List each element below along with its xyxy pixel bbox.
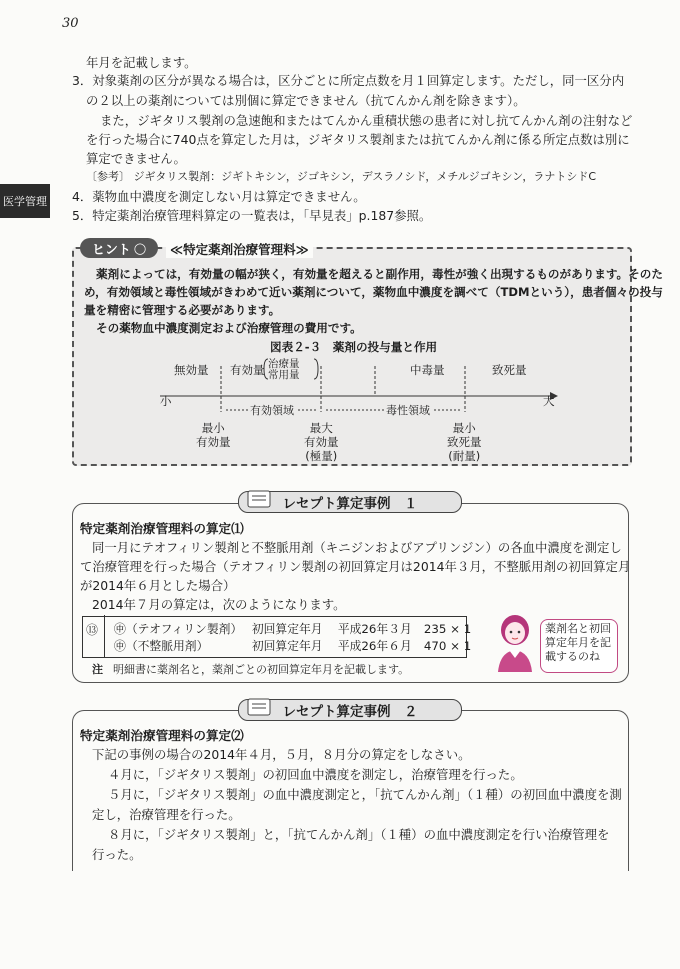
bubble-line: 算定年月を記 [545, 636, 611, 649]
nurse-character-icon [490, 610, 540, 672]
therapeutic-bracket-text [268, 359, 300, 381]
body-line: を行った場合に740点を算定した月は，ジギタリス製剤または抗てんかん剤に係る所定点数は別に [86, 132, 630, 147]
claim-label: 初回算定年月 [251, 639, 323, 653]
label-line: 最小 [201, 421, 225, 435]
label-line: 有効量 [304, 435, 339, 449]
claim-mark: ㊥ [114, 639, 126, 653]
figure-title: 図表２-３ 薬剤の投与量と作用 [270, 340, 438, 354]
claim-mark: ㊥ [114, 622, 126, 636]
case-text: 同一月にテオフィリン製剤と不整脈用剤（キニジンおよびアプリンジン）の各血中濃度を測定し [92, 540, 622, 555]
lightbulb-icon: ◯ [133, 241, 147, 255]
case-text: 下記の事例の場合の2014年４月，５月，８月分の算定をしなさい。 [92, 747, 471, 762]
case-text: ４月に，「ジギタリス製剤」の初回血中濃度を測定し，治療管理を行った。 [108, 767, 523, 782]
label-line: 有効量 [196, 435, 231, 449]
label-min-lethal [447, 421, 482, 463]
claim-drug: （不整脈用剤） [125, 639, 209, 653]
case-text: ５月に，「ジギタリス製剤」の血中濃度測定と，「抗てんかん剤」（１種）の初回血中濃度を測 [108, 787, 622, 802]
label-toxic-range: 毒性領域 [386, 404, 430, 417]
label-therapeutic: 治療量 [268, 358, 300, 370]
hint-label [80, 238, 158, 258]
bubble-line: 薬剤名と初回 [545, 622, 611, 635]
speech-bubble [540, 619, 618, 673]
claim-value: 235 × 1 [423, 622, 472, 636]
hint-label-text: ヒント [91, 242, 131, 258]
side-tab: 医学管理 [0, 184, 50, 218]
body-line: 年月を記載します。 [86, 55, 197, 70]
case-text: 定し，治療管理を行った。 [92, 807, 241, 822]
case-text: 2014年７月の算定は，次のようになります。 [92, 597, 346, 612]
receipt-icon [245, 487, 275, 513]
axis-label-large: 大 [543, 394, 555, 408]
case-header-text: レセプト算定事例 １ [282, 496, 418, 512]
claim-section-mark: ⑬ [86, 623, 99, 637]
claim-date: 平成26年６月 [337, 639, 412, 653]
page-number: 30 [62, 16, 79, 31]
claim-row [114, 637, 471, 654]
label-usual: 常用量 [268, 369, 300, 381]
body-line: 5．特定薬剤治療管理料算定の一覧表は，「早見表」p.187参照。 [72, 208, 432, 223]
label-min-effective [196, 421, 231, 449]
receipt-icon [245, 695, 275, 721]
label-line: (極量) [305, 449, 338, 463]
case-text: ８月に，「ジギタリス製剤」と，「抗てんかん剤」（１種）の血中濃度測定を行い治療管理を [108, 827, 610, 842]
claim-drug: （テオフィリン製剤） [125, 622, 243, 636]
case-header-text: レセプト算定事例 ２ [282, 704, 418, 720]
label-line: 最大 [309, 421, 333, 435]
bracket-right [314, 359, 318, 379]
reference-line: 〔参考〕 ジギタリス製剤：ジギトキシン，ジゴキシン，デスラノシド，メチルジゴキシン，ラナトシドC [86, 170, 597, 183]
case-title-1: 特定薬剤治療管理料の算定⑴ [80, 521, 244, 536]
body-line: 4．薬物血中濃度を測定しない月は算定できません。 [72, 189, 366, 204]
case-text: て治療管理を行った場合（テオフィリン製剤の初回算定月は2014年３月，不整脈用剤の初回算定月 [80, 559, 631, 574]
claim-value: 470 × 1 [423, 639, 472, 653]
body-line: の２以上の薬剤については別個に算定できません（抗てんかん剤を除きます）。 [86, 93, 526, 108]
label-line: 致死量 [447, 435, 482, 449]
label-toxic: 中毒量 [410, 363, 445, 377]
note-mark: 注 [92, 663, 103, 676]
body-line: 算定できません。 [86, 151, 186, 166]
note-text: 明細書に薬剤名と，薬剤ごとの初回算定年月を記載します。 [113, 663, 410, 676]
hint-text: め，有効領域と毒性領域がきわめて近い薬剤について，薬物血中濃度を調べて（TDMという），患者個々の投与 [84, 285, 663, 299]
axis-label-small: 小 [160, 394, 172, 408]
hint-text: その薬物血中濃度測定および治療管理の費用です。 [96, 321, 362, 335]
label-lethal: 致死量 [492, 363, 527, 377]
hint-text: 量を精密に管理する必要があります。 [84, 303, 281, 317]
label-line: (耐量) [448, 449, 481, 463]
body-line: 3．対象薬剤の区分が異なる場合は，区分ごとに所定点数を月１回算定します。ただし，同一区分内 [72, 73, 625, 88]
case-title-2: 特定薬剤治療管理料の算定⑵ [80, 728, 244, 743]
hint-text: 薬剤によっては，有効量の幅が狭く，有効量を超えると副作用，毒性が強く出現するものがあります。そのた [96, 267, 663, 281]
hint-title: ≪特定薬剤治療管理料≫ [166, 240, 313, 258]
claim-label: 初回算定年月 [251, 622, 323, 636]
bubble-line: 載するのね [545, 650, 600, 663]
label-max-effective [304, 421, 339, 463]
label-line: 最小 [452, 421, 476, 435]
case-note [92, 661, 409, 677]
label-ineffective: 無効量 [174, 363, 209, 377]
body-line: また，ジギタリス製剤の急速飽和またはてんかん重積状態の患者に対し抗てんかん剤の注射など [100, 113, 633, 128]
claim-date: 平成26年３月 [337, 622, 412, 636]
label-effective-range: 有効領域 [250, 404, 294, 417]
table-divider [104, 615, 105, 657]
case-text: が2014年６月とした場合） [80, 578, 236, 593]
label-effective: 有効量 [230, 363, 265, 377]
claim-row [114, 620, 471, 637]
case-text: 行った。 [92, 847, 142, 862]
